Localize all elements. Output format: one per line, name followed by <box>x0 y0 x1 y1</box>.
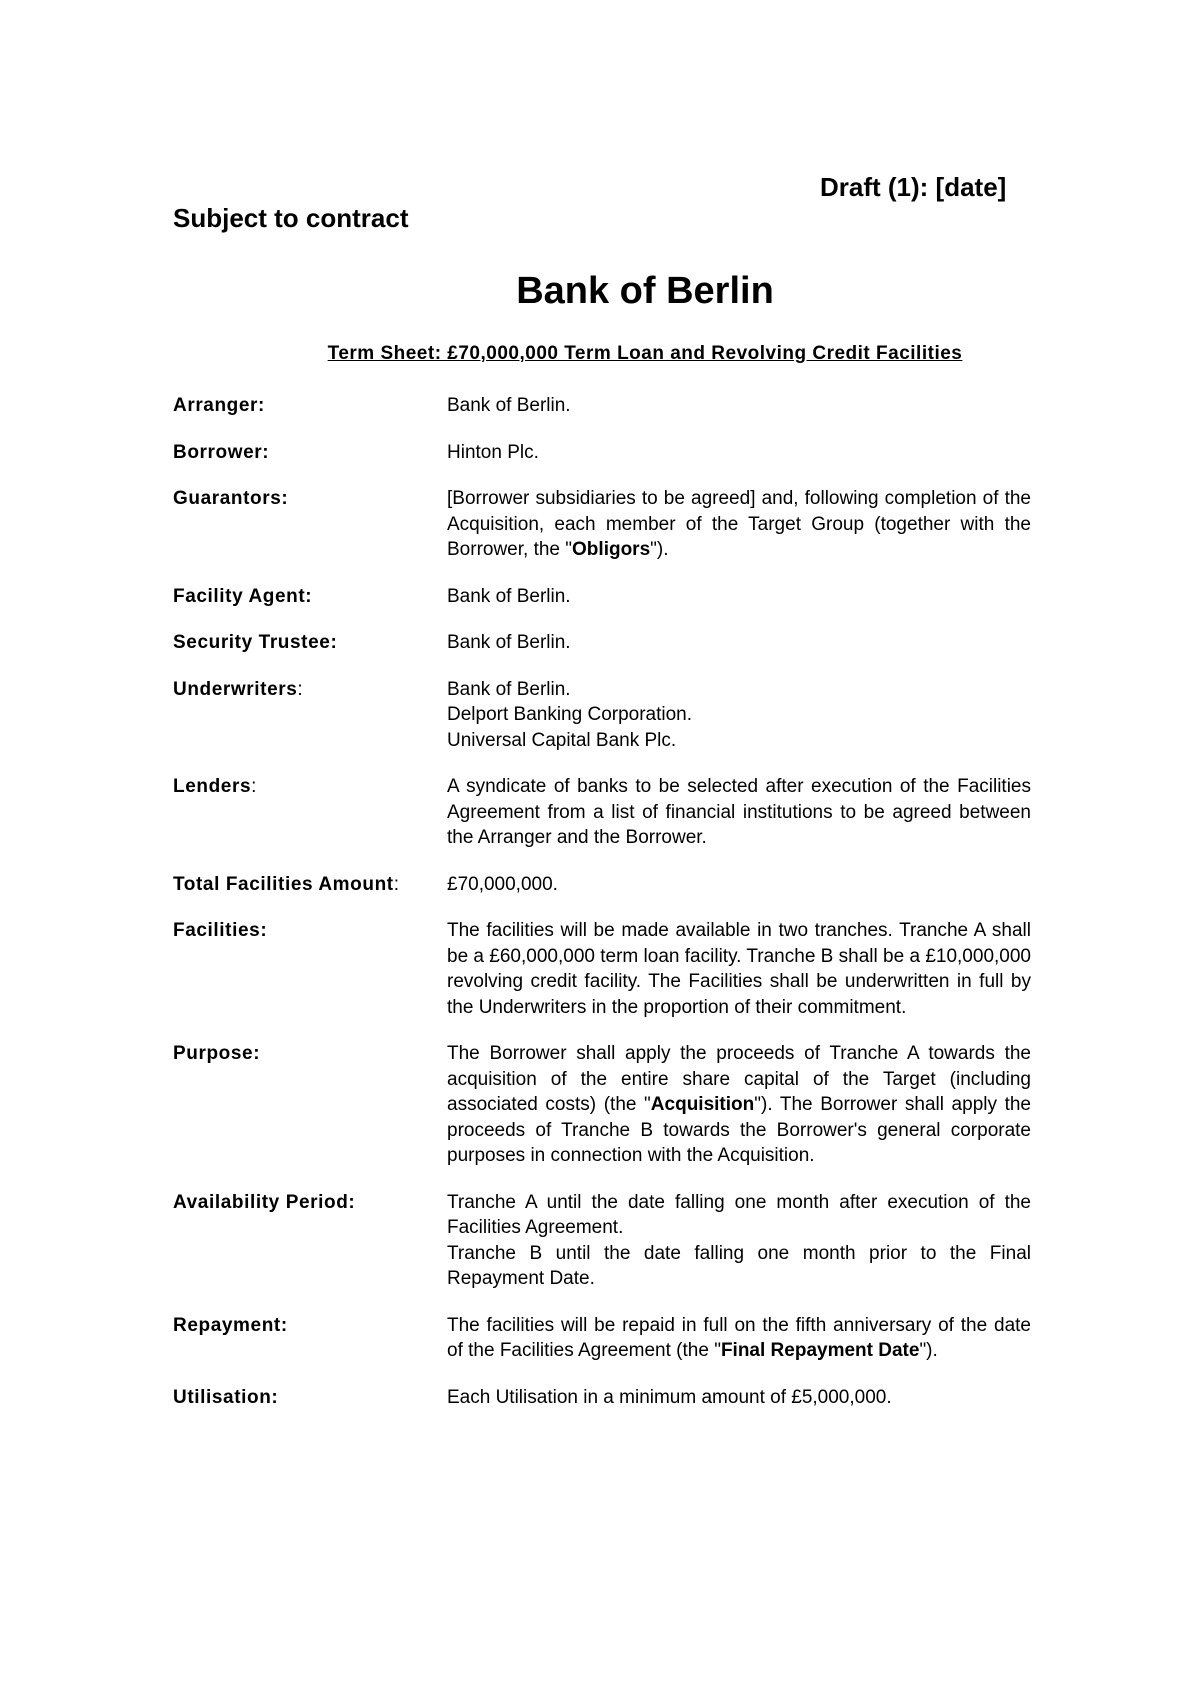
term-text: The facilities will be repaid in full on the fifth anniversary of the date of the Facilities Agreement (the " <box>447 1314 1031 1361</box>
term-text: "). <box>650 539 669 560</box>
term-label: Purpose: <box>173 1043 261 1064</box>
term-row-security-trustee <box>173 630 1033 656</box>
term-row-facilities <box>173 918 1033 1020</box>
term-value <box>447 1313 1031 1364</box>
term-row-availability-period <box>173 1190 1033 1292</box>
term-label-colon: : <box>297 678 304 700</box>
term-label <box>173 774 447 851</box>
term-text: [Borrower subsidiaries to be agreed] and, following completion of the Acquisition, each member of the Target Group (together with the Borrower, the " <box>447 488 1031 560</box>
term-label-colon: : <box>393 873 400 895</box>
term-label: Availability Period: <box>173 1191 356 1213</box>
term-text: The Borrower shall apply the proceeds of Tranche A towards the acquisition of the entire share capital of the Target (including associated costs) (the " <box>447 1043 1031 1115</box>
term-value <box>447 1190 1031 1292</box>
term-row-purpose <box>173 1041 1033 1169</box>
term-value: Bank of Berlin. <box>447 632 571 653</box>
term-row-guarantors <box>173 486 1033 563</box>
term-row-lenders <box>173 774 1033 851</box>
term-row-underwriters <box>173 677 1033 754</box>
term-label: Guarantors: <box>173 488 289 509</box>
term-label: Facility Agent: <box>173 585 313 607</box>
term-label: Arranger: <box>173 395 265 416</box>
term-value: Hinton Plc. <box>447 441 539 463</box>
term-label-text: Lenders <box>173 776 252 797</box>
term-value: A syndicate of banks to be selected after execution of the Facilities Agreement from a list of financial institutions to be agreed between the Arranger and the Borrower. <box>447 776 1031 848</box>
term-value <box>447 677 1031 754</box>
term-label: Security Trustee: <box>173 632 338 653</box>
term-label: Facilities: <box>173 920 268 941</box>
term-value: £70,000,000. <box>447 873 558 895</box>
term-label <box>173 872 447 898</box>
term-row-facility-agent <box>173 584 1033 610</box>
underwriter-item: Bank of Berlin. <box>447 678 571 700</box>
defined-term: Obligors <box>572 539 651 560</box>
defined-term: Final Repayment Date <box>720 1340 920 1361</box>
underwriter-item: Universal Capital Bank Plc. <box>447 729 677 751</box>
term-sheet-heading: Term Sheet: £70,000,000 Term Loan and Revolving Credit Facilities <box>327 343 963 364</box>
term-row-borrower <box>173 440 1033 466</box>
term-label-colon: : <box>251 776 258 797</box>
defined-term: Acquisition <box>650 1094 755 1115</box>
availability-item: Tranche B until the date falling one month prior to the Final Repayment Date. <box>447 1242 1031 1289</box>
term-value <box>447 1041 1031 1169</box>
term-label: Borrower: <box>173 441 270 463</box>
underwriter-item: Delport Banking Corporation. <box>447 704 693 725</box>
term-row-arranger <box>173 393 1033 419</box>
term-value: Bank of Berlin. <box>447 585 571 607</box>
term-label-text: Total Facilities Amount <box>173 873 394 895</box>
term-value: Bank of Berlin. <box>447 395 571 416</box>
term-label: Repayment: <box>173 1314 288 1336</box>
term-label-text: Underwriters <box>173 678 298 700</box>
term-text: "). <box>919 1340 938 1361</box>
subject-to-contract: Subject to contract <box>173 203 409 233</box>
availability-item: Tranche A until the date falling one month after execution of the Facilities Agreement. <box>447 1191 1031 1238</box>
term-value: The facilities will be made available in two tranches. Tranche A shall be a £60,000,000 term loan facility. Tranche B shall be a £10,000,000 revolving credit facility. The Facilities shall be underwritten in full by the Underwriters in the proportion of their commitment. <box>447 920 1031 1018</box>
term-row-total-facilities-amount <box>173 872 1033 898</box>
term-row-repayment <box>173 1313 1033 1364</box>
draft-label: Draft (1): [date] <box>820 172 1007 202</box>
term-label: Utilisation: <box>173 1386 279 1408</box>
term-row-utilisation <box>173 1385 1033 1411</box>
terms-list <box>173 393 1033 1410</box>
document-title: Bank of Berlin <box>516 270 774 312</box>
term-value: Each Utilisation in a minimum amount of £5,000,000. <box>447 1386 892 1408</box>
term-text: "). The Borrower shall apply the proceeds of Tranche B towards the Borrower's general corporate purposes in connection with the Acquisition. <box>447 1094 1031 1166</box>
term-value <box>447 486 1031 563</box>
term-label <box>173 677 447 754</box>
